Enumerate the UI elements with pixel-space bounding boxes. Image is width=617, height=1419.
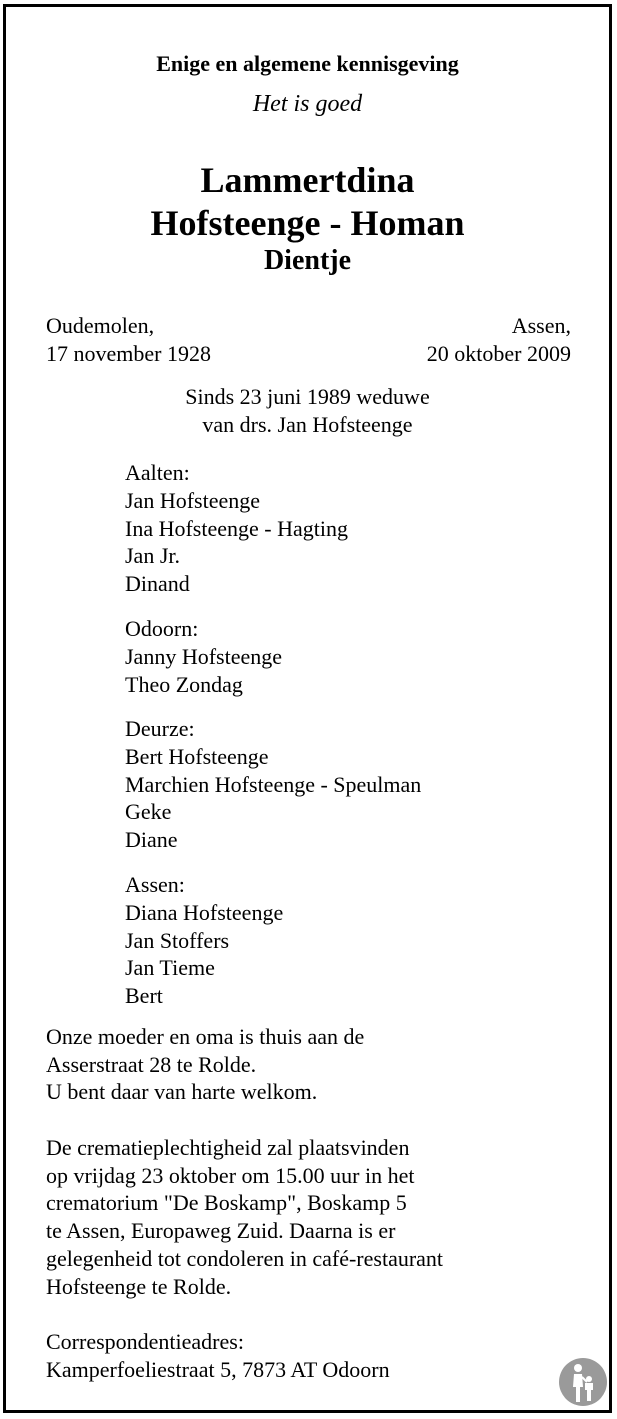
family-member: Jan Tieme <box>125 955 215 981</box>
ceremony-line: te Assen, Europaweg Zuid. Daarna is er <box>46 1218 396 1244</box>
correspondence-label: Correspondentieadres: <box>46 1329 244 1354</box>
notice-heading: Enige en algemene kennisgeving <box>156 51 459 76</box>
ceremony-line: op vrijdag 23 oktober om 15.00 uur in het <box>46 1162 415 1188</box>
visitation-paragraph <box>46 1023 364 1106</box>
family-group-odoorn <box>125 615 282 698</box>
family-member: Bert <box>125 983 163 1009</box>
visitation-line: Asserstraat 28 te Rolde. <box>46 1051 257 1077</box>
family-member: Diana Hofsteenge <box>125 899 284 925</box>
ceremony-paragraph <box>46 1134 443 1300</box>
widow-line-1: Sinds 23 juni 1989 weduwe <box>185 384 430 409</box>
family-member: Janny Hofsteenge <box>125 643 283 669</box>
visitation-line: Onze moeder en oma is thuis aan de <box>46 1024 365 1049</box>
family-group-assen <box>125 871 283 1010</box>
memorial-figure-icon <box>558 1357 608 1407</box>
notice-subtitle: Het is goed <box>252 91 363 117</box>
correspondence-address <box>46 1328 390 1383</box>
family-member: Dinand <box>125 571 190 597</box>
family-member: Bert Hofsteenge <box>125 743 269 769</box>
deceased-surname: Hofsteenge - Homan <box>150 203 465 243</box>
ceremony-line: gelegenheid tot condoleren in café-restaurant <box>46 1245 444 1271</box>
family-member: Ina Hofsteenge - Hagting <box>125 515 348 541</box>
family-member: Theo Zondag <box>125 671 243 697</box>
deceased-first-name: Lammertdina <box>200 160 415 200</box>
correspondence-address-line: Kamperfoeliestraat 5, 7873 AT Odoorn <box>46 1356 390 1382</box>
family-place: Deurze: <box>125 716 195 741</box>
ceremony-line: crematorium "De Boskamp", Boskamp 5 <box>46 1190 407 1216</box>
birth-place: Oudemolen, <box>46 313 155 338</box>
family-member: Diane <box>125 827 178 853</box>
ceremony-line: Hofsteenge te Rolde. <box>46 1273 232 1299</box>
family-member: Marchien Hofsteenge - Speulman <box>125 771 422 797</box>
death-date: 20 oktober 2009 <box>426 341 571 366</box>
family-group-aalten <box>125 459 348 598</box>
visitation-line: U bent daar van harte welkom. <box>46 1079 318 1105</box>
birth-date: 17 november 1928 <box>46 341 211 366</box>
deceased-nickname: Dientje <box>263 245 352 276</box>
widow-line-2: van drs. Jan Hofsteenge <box>202 412 413 437</box>
family-place: Odoorn: <box>125 616 199 641</box>
family-member: Geke <box>125 799 172 825</box>
family-place: Assen: <box>125 872 185 897</box>
family-place: Aalten: <box>125 460 190 485</box>
family-member: Jan Jr. <box>125 543 180 569</box>
family-group-deurze <box>125 715 421 854</box>
ceremony-line: De crematieplechtigheid zal plaatsvinden <box>46 1135 410 1160</box>
death-place: Assen, <box>511 313 571 338</box>
death-notice <box>3 4 612 1413</box>
family-member: Jan Hofsteenge <box>125 487 261 513</box>
family-member: Jan Stoffers <box>125 927 230 953</box>
